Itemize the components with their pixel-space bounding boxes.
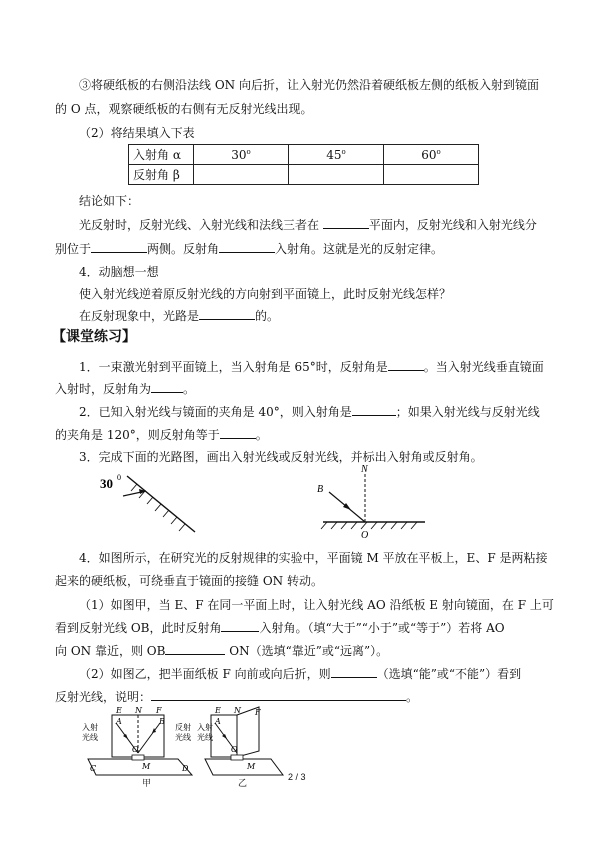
- section-title: 【课堂练习】: [52, 329, 136, 345]
- text: 平面内，反射光线和入射光线分: [368, 218, 537, 232]
- incident-label: 光线: [197, 733, 213, 742]
- figure-yi: [197, 703, 287, 785]
- mirror-diagram-1: [95, 470, 205, 540]
- answer-blank[interactable]: [165, 642, 225, 655]
- ex3-line1: 3．完成下面的光路图，画出入射光线或反射光线，并标出入射角或反射角。: [79, 450, 483, 464]
- answer-blank[interactable]: [91, 240, 147, 253]
- conclusion-line1: [55, 216, 540, 234]
- ex4-q1-line3: [55, 642, 540, 660]
- answer-blank[interactable]: [151, 688, 406, 701]
- label-e: E: [215, 706, 221, 715]
- text: ；如果入射光线与反射光线: [395, 405, 540, 419]
- label-b: B: [317, 484, 324, 495]
- ex2-line2: [55, 426, 540, 444]
- think-answer: [55, 307, 540, 325]
- label-n: N: [234, 706, 241, 715]
- text: 的夹角是 120°，则反射角等于: [55, 428, 220, 442]
- row2-label: 反射角 β: [129, 165, 194, 185]
- ex4-q1-line1: （1）如图甲，当 E、F 在同一平面上时，让入射光线 AO 沿纸板 E 射向镜面，在 F 上可: [79, 598, 554, 612]
- step3-line2: 的 O 点，观察硬纸板的右侧有无反射光线出现。: [55, 102, 313, 116]
- text: 2．已知入射光线与镜面的夹角是 40°，则入射角是: [79, 405, 352, 419]
- text: 入射角。这就是光的反射定律。: [275, 242, 444, 256]
- ex4-q2-line1: [55, 665, 540, 683]
- angle-value: 30: [231, 147, 247, 162]
- label-a: A: [116, 717, 122, 726]
- degree-mark: o: [341, 147, 346, 156]
- ex1-line1: [55, 358, 544, 376]
- text: 看到反射光线 OB，此时反射角: [55, 621, 222, 635]
- text: 反射光线，说明：: [55, 690, 152, 704]
- figure-caption-jia: 甲: [142, 778, 152, 788]
- text: 向 ON 靠近，则 OB: [55, 644, 166, 658]
- page-number: 2 / 3: [288, 772, 306, 782]
- ex2-line1: [55, 403, 540, 421]
- text: （2）如图乙，把半面纸板 F 向前或向后折，则: [79, 667, 331, 681]
- text: 入射时，反射角为: [55, 382, 152, 396]
- degree-mark: o: [246, 147, 251, 156]
- angle-unit: 0: [117, 473, 121, 482]
- result-table: [128, 144, 479, 185]
- label-d: D: [182, 764, 189, 773]
- empty-cell[interactable]: [384, 165, 479, 185]
- conclusion-line2: [55, 240, 540, 258]
- incident-label: 光线: [82, 733, 98, 742]
- empty-cell[interactable]: [289, 165, 384, 185]
- label-f: F: [156, 706, 162, 715]
- answer-blank[interactable]: [199, 307, 255, 320]
- reflect-label: 反射: [175, 723, 191, 732]
- answer-blank[interactable]: [219, 240, 275, 253]
- text: ON（选填“靠近”或“远离”）。: [229, 644, 389, 658]
- label-o: O: [132, 745, 139, 754]
- step3-line1: ③将硬纸板的右侧沿法线 ON 向后折，让入射光仍然沿着硬纸板左侧的纸板入射到镜面: [79, 78, 539, 92]
- ex4-q1-line2: [55, 619, 540, 637]
- label-m: M: [142, 762, 151, 771]
- text: 在反射现象中，光路是: [79, 309, 200, 323]
- angle-cell: [194, 145, 289, 165]
- table-row: [129, 165, 479, 185]
- incident-label: 入射: [197, 723, 213, 732]
- text: （选填“能”或“不能”）看到: [376, 667, 522, 681]
- angle-value: 60: [421, 147, 437, 162]
- text: 。当入射光线垂直镜面: [423, 360, 544, 374]
- label-c: C: [90, 764, 97, 773]
- angle-cell: [289, 145, 384, 165]
- label-n: N: [135, 706, 142, 715]
- ex1-line2: [55, 380, 540, 398]
- text: 。: [255, 428, 268, 442]
- label-a: A: [215, 717, 221, 726]
- think-title: 4．动脑想一想: [79, 265, 159, 279]
- mirror-diagram-2: [305, 462, 445, 542]
- think-question: 使入射光线逆着原反射光线的方向射到平面镜上，此时反射光线怎样？: [79, 287, 452, 301]
- text: 光反射时，反射光线、入射光线和法线三者在: [79, 218, 320, 232]
- angle-label: 30: [100, 476, 113, 491]
- answer-blank[interactable]: [323, 216, 369, 229]
- answer-blank[interactable]: [220, 426, 256, 439]
- text: 的。: [255, 309, 280, 323]
- figure-caption-yi: 乙: [238, 778, 248, 788]
- label-m: M: [247, 762, 256, 771]
- empty-cell[interactable]: [194, 165, 289, 185]
- step2-title: （2）将结果填入下表: [79, 126, 195, 140]
- label-o: O: [361, 530, 369, 541]
- label-n: N: [361, 464, 368, 475]
- ex4-line2: 起来的硬纸板，可绕垂直于镜面的接缝 ON 转动。: [55, 574, 323, 588]
- text: 别位于: [55, 242, 92, 256]
- label-f: F: [255, 708, 261, 717]
- answer-blank[interactable]: [388, 358, 424, 371]
- figure-jia: [82, 703, 197, 785]
- row1-label: 入射角 α: [129, 145, 194, 165]
- degree-mark: o: [436, 147, 441, 156]
- label-e: E: [116, 706, 122, 715]
- text: 1．一束激光射到平面镜上，当入射角是 65°时，反射角是: [79, 360, 388, 374]
- answer-blank[interactable]: [221, 619, 259, 632]
- angle-cell: [384, 145, 479, 165]
- answer-blank[interactable]: [352, 403, 396, 416]
- label-b: B: [159, 717, 165, 726]
- answer-blank[interactable]: [331, 665, 377, 678]
- ex4-line1: 4．如图所示，在研究光的反射规律的实验中，平面镜 M 平放在平板上，E、F 是两粘接: [79, 551, 548, 565]
- conclusion-title: 结论如下：: [79, 194, 140, 208]
- angle-value: 45: [326, 147, 342, 162]
- text: 两侧。反射角: [147, 242, 220, 256]
- text: 。: [183, 382, 196, 396]
- table-row: [129, 145, 479, 165]
- label-o: O: [231, 745, 238, 754]
- incident-label: 入射: [82, 723, 98, 732]
- text: 入射角。（填“大于”“小于”或“等于”）若将 AO: [259, 621, 505, 635]
- reflect-label: 光线: [175, 733, 191, 742]
- text: 。: [406, 690, 419, 704]
- answer-blank[interactable]: [151, 380, 183, 393]
